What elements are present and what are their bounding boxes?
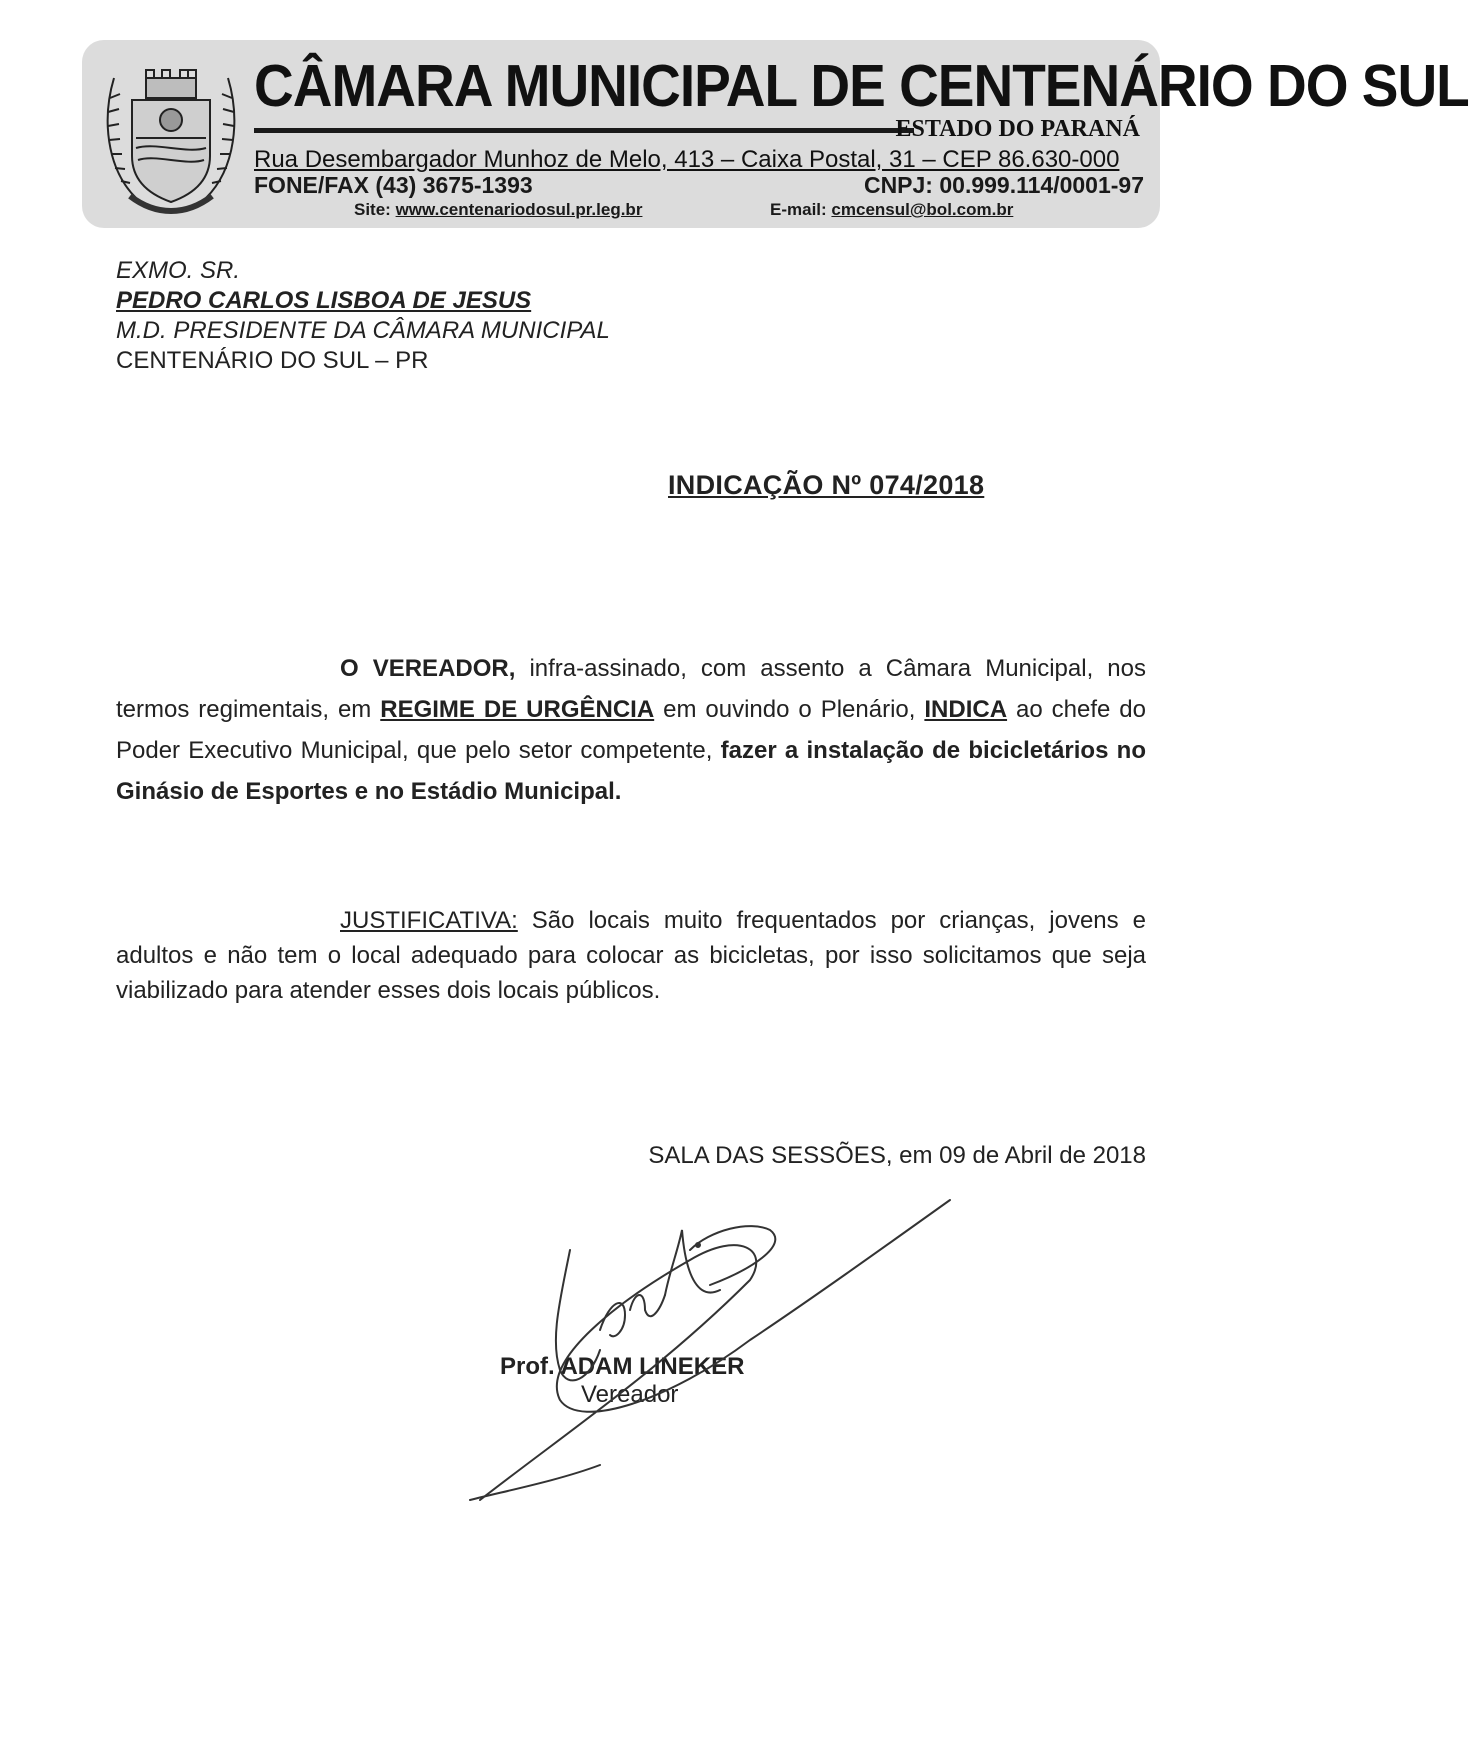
- justification-label: JUSTIFICATIVA:: [340, 907, 518, 934]
- email-label: E-mail:: [770, 200, 827, 219]
- cnpj: CNPJ: 00.999.114/0001-97: [863, 172, 1144, 198]
- council-address: Rua Desembargador Munhoz de Melo, 413 – Caixa Postal, 31 – CEP 86.630-000: [254, 146, 1120, 173]
- salutation: EXMO. SR.: [116, 257, 241, 284]
- site-label: Site:: [354, 200, 391, 219]
- letterhead: [82, 40, 1469, 228]
- regime-urgencia: REGIME DE URGÊNCIA: [380, 696, 655, 723]
- document-title: INDICAÇÃO Nº 074/2018: [668, 470, 985, 500]
- handwritten-signature: [450, 1190, 970, 1510]
- session-date: SALA DAS SESSÕES, em 09 de Abril de 2018: [648, 1142, 1146, 1169]
- body-text-3: ao chefe do Poder Executivo Municipal, que pelo setor competente,: [116, 696, 1147, 764]
- council-name: CÂMARA MUNICIPAL DE CENTENÁRIO DO SUL: [254, 52, 1469, 119]
- municipal-crest-icon: [96, 48, 246, 220]
- request: fazer a instalação de bicicletários no Ginásio de Esportes e no Estádio Municipal.: [116, 737, 1146, 805]
- indica: INDICA: [924, 696, 1008, 723]
- body-text-2: em ouvindo o Plenário,: [654, 696, 925, 723]
- signer-name: Prof. ADAM LINEKER: [500, 1353, 745, 1380]
- email-link[interactable]: cmcensul@bol.com.br: [831, 200, 1014, 219]
- lead: O VEREADOR,: [340, 655, 516, 682]
- indication-paragraph: [116, 648, 1146, 812]
- recipient-location: CENTENÁRIO DO SUL – PR: [116, 347, 429, 374]
- site: [354, 200, 642, 220]
- header-rule: [254, 128, 914, 133]
- body-text-1: infra-assinado, com assento a Câmara Municipal, nos termos regimentais, em: [116, 655, 1146, 723]
- email: [770, 200, 1013, 220]
- justification-paragraph: [116, 903, 1146, 1008]
- recipient-position: M.D. PRESIDENTE DA CÂMARA MUNICIPAL: [116, 317, 610, 344]
- site-link[interactable]: www.centenariodosul.pr.leg.br: [395, 200, 643, 219]
- phone-fax: FONE/FAX (43) 3675-1393: [254, 172, 533, 198]
- state-name: ESTADO DO PARANÁ: [895, 116, 1140, 142]
- recipient-name: PEDRO CARLOS LISBOA DE JESUS: [116, 287, 532, 314]
- justification-text: São locais muito frequentados por crianças, jovens e adultos e não tem o local adequado para colocar as bicicletas, por isso solicitamos que seja viabilizado para atender esses dois locais públicos.: [116, 907, 1146, 1004]
- recipient-block: [116, 256, 610, 376]
- signer-role: Vereador: [581, 1381, 679, 1408]
